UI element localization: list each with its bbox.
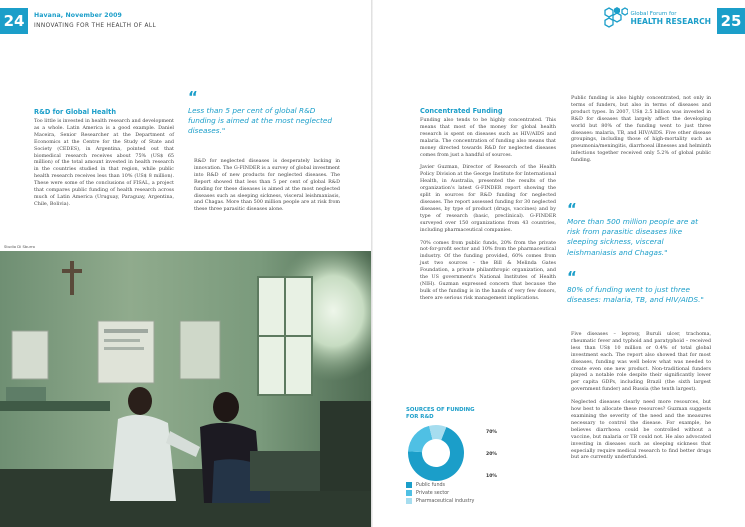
global-forum-logo — [600, 6, 711, 30]
rd-section — [34, 108, 174, 208]
legend-label: Public funds — [416, 482, 446, 488]
publication-subtitle: INNOVATING FOR THE HEALTH OF ALL — [34, 23, 157, 29]
page-number-right: 25 — [717, 8, 745, 34]
legend-item — [406, 481, 474, 489]
col2-paragraph-3: Neglected diseases clearly need more resources, but how best to allocate these resources? Guzman suggests examining the severity of the need and the measures necessary to control the disease. For example, he believes diarrhoea could be controlled without a vaccine, but malaria or TB could not. He also advocated investing in diseases such as sleeping sickness that especially require medical research to find better drugs but are currently underfunded. — [571, 399, 711, 461]
legend-item — [406, 497, 474, 505]
col2-paragraph-1: Public funding is also highly concentrated, not only in terms of funders, but also in terms of diseases and product types. In 2007, US$ 2.5 billion was invested in R&D for diseases that largely affect the developing world but 80% of the funding went to just three diseases: malaria, TB, and HIV/AIDS. Five other disease groupings, including those of high-mortality such as pneumonia/meningitis, diarrhoeal illnesses and helminth infections together received only 5.2% of global public funding. — [571, 95, 711, 164]
pull-quote: Less than 5 per cent of global R&D funding is aimed at the most neglected diseases." — [188, 106, 333, 136]
section-heading: R&D for Global Health — [34, 108, 117, 116]
right-column-one — [420, 107, 556, 302]
value-label-1: 20% — [486, 452, 497, 457]
column-two-body: R&D for neglected diseases is desperately lacking in innovation. The G-FINDER is a survey of global investment into R&D of new products for neglected diseases. The Report showed that less than 5 per cent of global R&D funding for these diseases is aimed at the most neglected diseases such as sleeping sickness, visceral leishmaniasis, and Chagas. More than 500 million people are at risk from these three parasitic diseases alone. — [194, 158, 340, 213]
logo-text — [630, 11, 711, 26]
right-column-two — [571, 95, 711, 164]
chart-legend — [406, 481, 474, 505]
quote-mark-icon: “ — [567, 268, 577, 286]
hexagon-logo-icon — [600, 6, 628, 30]
value-label-2: 10% — [486, 474, 497, 479]
quote-block-1 — [567, 200, 707, 258]
legend-swatch — [406, 498, 412, 504]
logo-line-1: Global Forum for — [630, 10, 677, 17]
left-page — [0, 0, 372, 527]
col1-paragraph-2: Javier Guzman, Director of Research of the Health Policy Division at the George Institute for International Health, in Australia, presented the results of the organization's latest G-FINDER report showing the split in sources for R&D funding for neglected diseases. The report assessed funding for 30 neglected diseases, by type of product (drugs, vaccines) and by type of research (basic, preclinical). G-FINDER surveyed over 150 organizations from 43 countries, including pharmaceutical companies. — [420, 164, 556, 233]
photo-credit: Studio Di Sburro — [4, 244, 36, 249]
page-number-left: 24 — [0, 8, 28, 34]
col2-paragraph-2: Five diseases – leprosy, Buruli ulcer, trachoma, rheumatic fever and typhoid and paratyphoid – received less than US$ 10 million or 0.4% of total global investment each. The report also showed that for most diseases, funding was well below what was needed to create even one new product. Non-traditional funders played a notable role despite their significantly lower per capita GDPs, including Brazil (the sixth largest government funder) and Russia (the tenth largest). — [571, 331, 711, 393]
chart-title: SOURCES OF FUNDING FOR R&D — [406, 407, 475, 420]
concentrated-funding-heading: Concentrated Funding — [420, 107, 503, 115]
legend-swatch — [406, 482, 412, 488]
logo-line-2: HEALTH RESEARCH — [630, 16, 711, 26]
col1-paragraph-3: 70% comes from public funds, 20% from the private not-for-profit sector and 10% from the pharmaceutical industry. Of the funding provided, 60% comes from just two sources – the Bill & Melinda Gates Foundation, a private philanthropic organization, and the US government's National Institutes of Health (NIH). Guzman expressed concern that because the bulk of the funding is in the hands of very few donors, there are serious risk management implications. — [420, 239, 556, 301]
funding-chart — [406, 407, 556, 517]
col1-paragraph-1: Funding also tends to be highly concentrated. This means that most of the money for global health research is spent on diseases such as HIV/AIDS and malaria. The concentration of funding also means that money directed towards R&D for neglected diseases comes from just a handful of sources. — [420, 117, 556, 158]
section-body: Too little is invested in health research and development as a whole. Latin America is a good example. Daniel Maceira, Senior Researcher at the Department of Economics at the Centre for the Study of State and Society (CEDES), in Argentina, pointed out that biomedical research receives about 75% (US$ 65 million) of the total amount invested in health research in the countries studied in that region, while public health research receives less than 10% (US$ 8 million). These were some of the conclusions of FISAL, a project that compares public funding of health research across much of Latin America (Uruguay, Paraguay, Argentina, Chile, Bolivia). — [34, 118, 174, 207]
issue-date: Havana, November 2009 — [34, 12, 122, 19]
right-column-two-lower — [571, 331, 711, 461]
legend-label: Private sector — [416, 490, 450, 496]
value-label-0: 70% — [486, 430, 497, 435]
legend-swatch — [406, 490, 412, 496]
donut-slice-private-sector — [408, 426, 432, 452]
quote-1: More than 500 million people are at risk from parasitic diseases like sleeping sickness, visceral leishmaniasis and Chagas." — [567, 217, 699, 257]
legend-item — [406, 489, 474, 497]
donut-chart — [406, 423, 556, 483]
quote-mark-icon: “ — [567, 200, 577, 218]
quote-mark-icon: “ — [188, 88, 198, 106]
legend-label: Pharmaceutical industry — [416, 498, 475, 504]
pull-quote-block — [188, 88, 338, 137]
right-page — [373, 0, 745, 527]
column-two — [194, 158, 340, 213]
quote-2: 80% of funding went to just three diseases: malaria, TB, and HIV/AIDS." — [567, 285, 704, 305]
clinic-photo — [0, 251, 371, 527]
quote-block-2 — [567, 268, 707, 305]
